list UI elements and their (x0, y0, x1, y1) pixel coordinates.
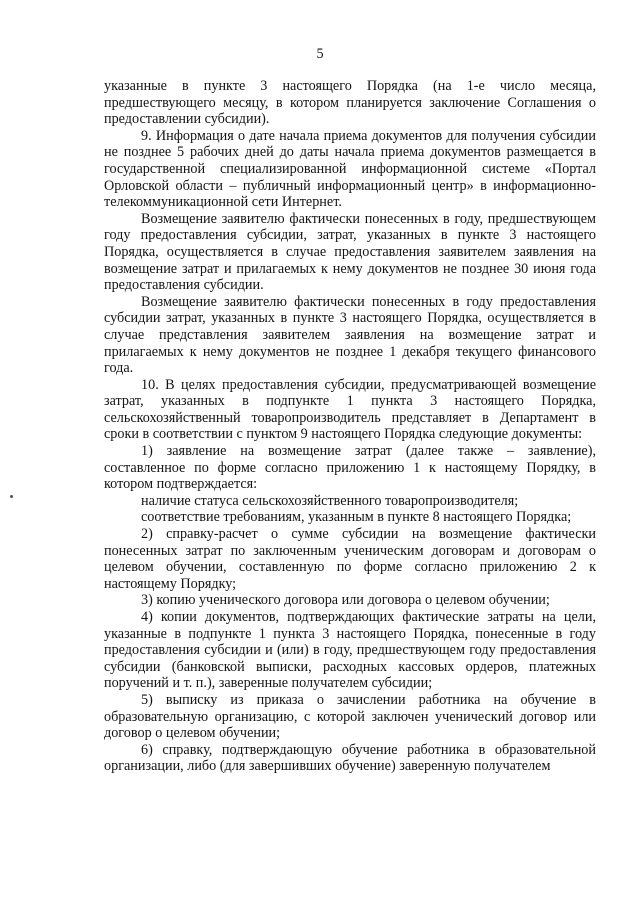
list-item-1-requirements: соответствие требованиям, указанным в пункте 8 настоящего Порядка; (141, 509, 572, 526)
paragraph-reimbursement-current-year: Возмещение заявителю фактически понесенных в году предоставления субсидии затрат, указанных в пункте 3 настоящего Порядка, осуществляется в случае представления заявителем заявления на возмещение затрат и прилагаемых к нему документов не позднее 1 декабря текущего финансового года. (104, 293, 596, 377)
list-item-1-status: наличие статуса сельскохозяйственного товаропроизводителя; (141, 492, 519, 509)
list-item-2: 2) справку-расчет о сумме субсидии на возмещение фактически понесенных затрат по заключенным ученическим договорам и договорам о целевом обучении, составленную по форме согласно приложению 2 к настоящему Порядку; (104, 526, 596, 592)
document-body (104, 78, 596, 775)
list-item-3: 3) копию ученического договора или договора о целевом обучении; (141, 592, 550, 609)
page-number: 5 (316, 46, 324, 62)
list-item-1: 1) заявление на возмещение затрат (далее также – заявление), составленное по форме согласно приложению 1 к настоящему Порядку, в котором подтверждается: (104, 443, 596, 493)
paragraph-reimbursement-prior-year: Возмещение заявителю фактически понесенных в году, предшествующем году предоставления субсидии, затрат, указанных в пункте 3 настоящего Порядка, осуществляется в случае предоставления заявителем заявления на возмещение затрат и прилагаемых к нему документов не позднее 30 июня года предоставления субсидии. (104, 210, 596, 294)
paragraph-item-9: 9. Информация о дате начала приема документов для получения субсидии не позднее 5 рабочих дней до даты начала приема документов размещается в государственной специализированной информационной системе «Портал Орловской области – публичный информационный центр» в информационно-телекоммуникационной сети Интернет. (104, 127, 596, 211)
paragraph-item-10: 10. В целях предоставления субсидии, предусматривающей возмещение затрат, указанных в подпункте 1 пункта 3 настоящего Порядка, сельскохозяйственный товаропроизводитель представляет в Департамент в сроки в соответствии с пунктом 9 настоящего Порядка следующие документы: (104, 376, 596, 443)
list-item-4: 4) копии документов, подтверждающих фактические затраты на цели, указанные в подпункте 1 пункта 3 настоящего Порядка, понесенные в году предоставления субсидии и (или) в году, предшествующем году предоставления субсидии (банковской выписки, расходных кассовых ордеров, платежных поручений и т. п.), заверенные получателем субсидии; (104, 609, 596, 692)
list-item-6: 6) справку, подтверждающую обучение работника в образовательной организации, либо (для завершивших обучение) заверенную получателем (104, 741, 596, 775)
paragraph-continuation: указанные в пункте 3 настоящего Порядка (на 1-е число месяца, предшествующего месяцу, в котором планируется заключение Соглашения о предоставлении субсидии). (104, 78, 596, 128)
scan-speck (10, 495, 13, 498)
list-item-5: 5) выписку из приказа о зачислении работника на обучение в образовательную организацию, с которой заключен ученический договор или договор о целевом обучении; (104, 691, 596, 742)
